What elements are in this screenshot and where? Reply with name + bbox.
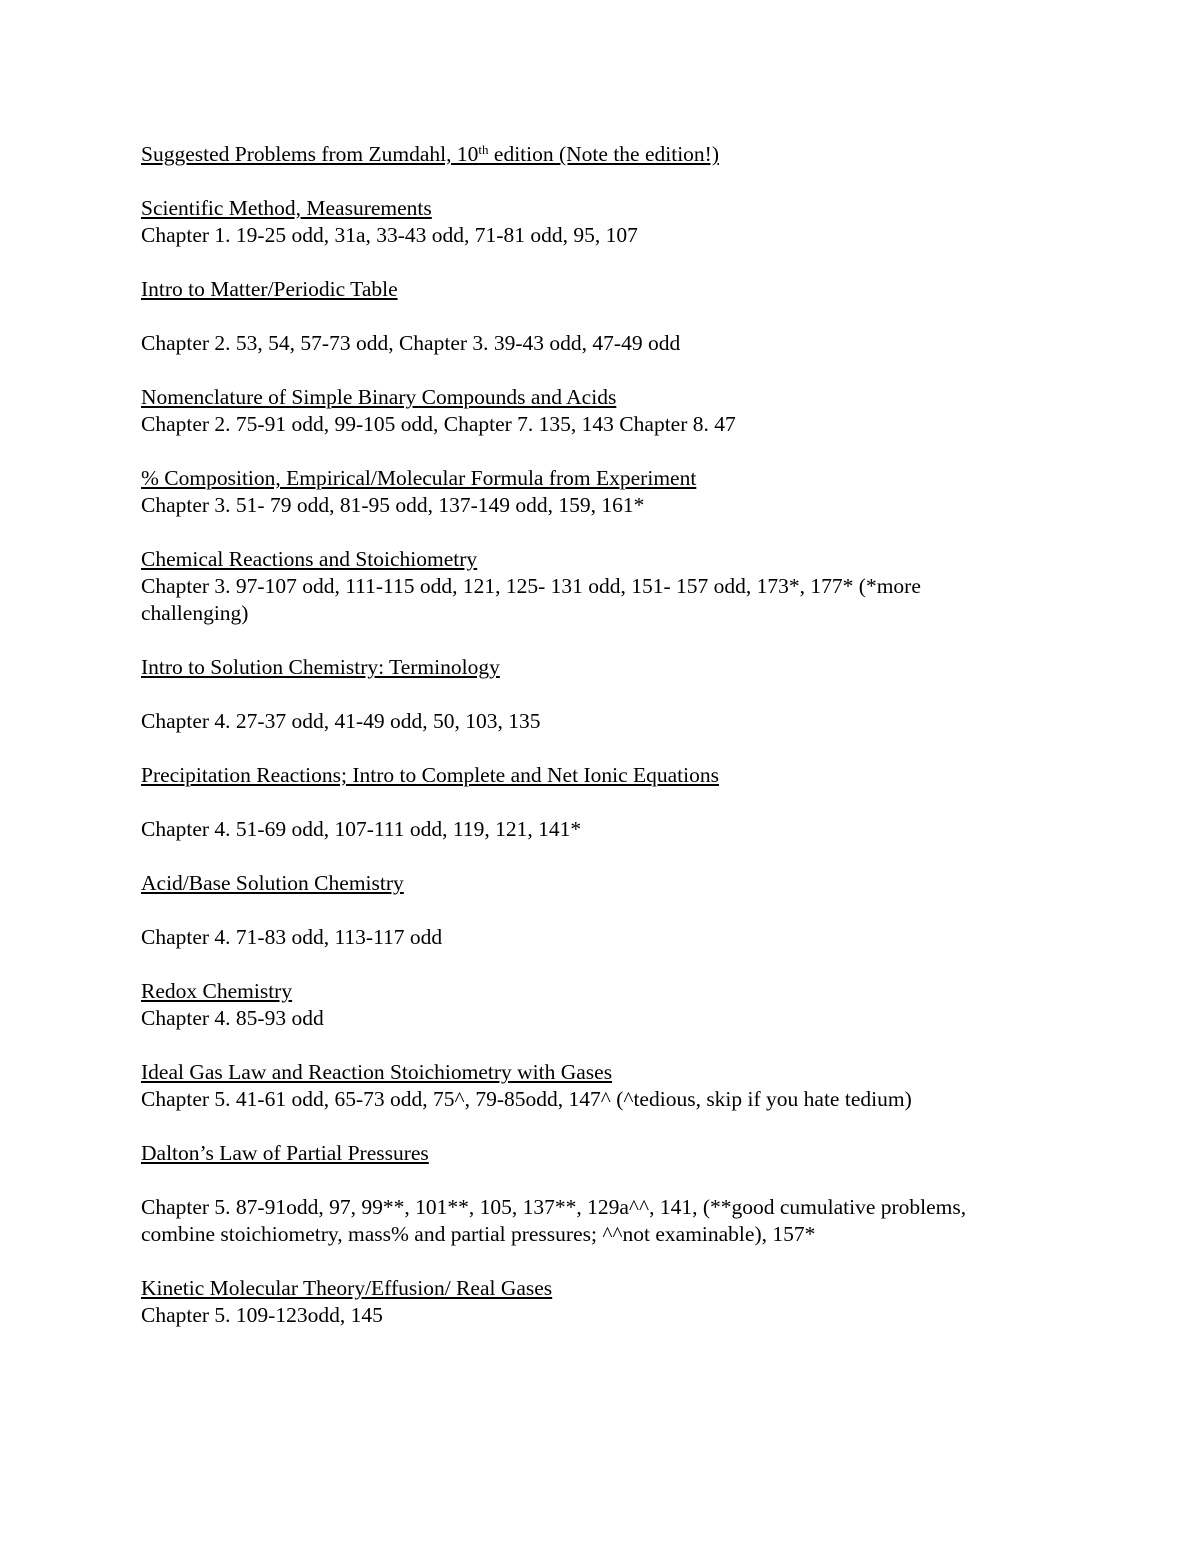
- section-precipitation-reactions: [141, 762, 1081, 843]
- problem-line-continued: challenging): [141, 601, 249, 625]
- problem-line: Chapter 3. 97-107 odd, 111-115 odd, 121, 125- 131 odd, 151- 157 odd, 173*, 177* (*more: [141, 574, 921, 598]
- blank-line: [141, 1167, 1081, 1194]
- section-heading: Scientific Method, Measurements: [141, 196, 432, 220]
- section-heading: Acid/Base Solution Chemistry: [141, 871, 404, 895]
- blank-line: [141, 789, 1081, 816]
- section-heading: Intro to Solution Chemistry: Terminology: [141, 655, 500, 679]
- blank-line: [141, 897, 1081, 924]
- title-prefix: Suggested Problems from Zumdahl, 10: [141, 142, 479, 166]
- section-redox: [141, 978, 1081, 1032]
- section-kinetic-molecular-theory: [141, 1275, 1081, 1329]
- section-heading: Chemical Reactions and Stoichiometry: [141, 547, 478, 571]
- section-heading: Redox Chemistry: [141, 979, 293, 1003]
- problem-line: Chapter 5. 87-91odd, 97, 99**, 101**, 105, 137**, 129a^^, 141, (**good cumulative problems,: [141, 1195, 967, 1219]
- problem-line: Chapter 1. 19-25 odd, 31a, 33-43 odd, 71-81 odd, 95, 107: [141, 223, 638, 247]
- blank-line: [141, 303, 1081, 330]
- problem-line-continued: combine stoichiometry, mass% and partial pressures; ^^not examinable), 157*: [141, 1222, 816, 1246]
- problem-line: Chapter 2. 75-91 odd, 99-105 odd, Chapter 7. 135, 143 Chapter 8. 47: [141, 412, 736, 436]
- section-heading: Kinetic Molecular Theory/Effusion/ Real Gases: [141, 1276, 553, 1300]
- title-suffix: edition (Note the edition!): [488, 142, 719, 166]
- section-scientific-method: [141, 195, 1081, 249]
- section-heading: Intro to Matter/Periodic Table: [141, 277, 398, 301]
- section-heading: Ideal Gas Law and Reaction Stoichiometry with Gases: [141, 1060, 613, 1084]
- section-solution-chemistry: [141, 654, 1081, 735]
- title-superscript: th: [478, 142, 489, 157]
- section-heading: Precipitation Reactions; Intro to Complete and Net Ionic Equations: [141, 763, 719, 787]
- problem-line: Chapter 4. 27-37 odd, 41-49 odd, 50, 103, 135: [141, 709, 541, 733]
- section-nomenclature: [141, 384, 1081, 438]
- section-acid-base: [141, 870, 1081, 951]
- section-matter-periodic-table: [141, 276, 1081, 357]
- page-title: [141, 141, 1081, 168]
- problem-line: Chapter 5. 41-61 odd, 65-73 odd, 75^, 79-85odd, 147^ (^tedious, skip if you hate tedium): [141, 1087, 912, 1111]
- section-daltons-law: [141, 1140, 1081, 1248]
- section-heading: Dalton’s Law of Partial Pressures: [141, 1141, 429, 1165]
- section-ideal-gas-law: [141, 1059, 1081, 1113]
- document-page: [141, 141, 1081, 1356]
- blank-line: [141, 681, 1081, 708]
- problem-line: Chapter 4. 71-83 odd, 113-117 odd: [141, 925, 443, 949]
- problem-line: Chapter 5. 109-123odd, 145: [141, 1303, 383, 1327]
- problem-line: Chapter 4. 51-69 odd, 107-111 odd, 119, 121, 141*: [141, 817, 582, 841]
- section-heading: Nomenclature of Simple Binary Compounds and Acids: [141, 385, 617, 409]
- problem-line: Chapter 2. 53, 54, 57-73 odd, Chapter 3. 39-43 odd, 47-49 odd: [141, 331, 681, 355]
- section-percent-composition: [141, 465, 1081, 519]
- section-chemical-reactions: [141, 546, 1081, 627]
- problem-line: Chapter 4. 85-93 odd: [141, 1006, 324, 1030]
- section-heading: % Composition, Empirical/Molecular Formula from Experiment: [141, 466, 697, 490]
- problem-line: Chapter 3. 51- 79 odd, 81-95 odd, 137-149 odd, 159, 161*: [141, 493, 645, 517]
